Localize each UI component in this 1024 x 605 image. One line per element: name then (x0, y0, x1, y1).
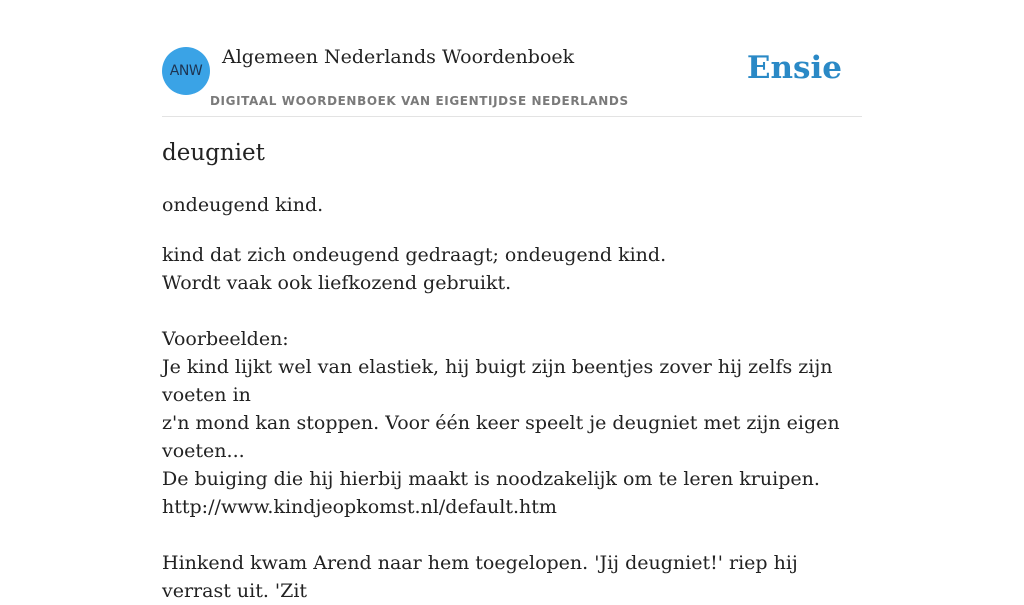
example-1-source: http://www.kindjeopkomst.nl/default.htm (162, 496, 557, 518)
example-1-line-2: z'n mond kan stoppen. Voor één keer speelt je deugniet met zijn eigen voeten... (162, 412, 840, 462)
headword: deugniet (162, 140, 265, 166)
source-subtitle: DIGITAAL WOORDENBOEK VAN EIGENTIJDSE NEDERLANDS (210, 94, 629, 108)
source-title[interactable]: Algemeen Nederlands Woordenboek (222, 46, 575, 68)
entry-body (162, 241, 862, 605)
page-container (162, 0, 862, 602)
logo-text: ANW (169, 63, 203, 79)
ensie-brand-link[interactable]: Ensie (746, 50, 842, 86)
examples-label: Voorbeelden: (162, 328, 289, 350)
anw-logo[interactable] (162, 47, 210, 95)
short-definition: ondeugend kind. (162, 194, 324, 216)
long-definition: kind dat zich ondeugend gedraagt; ondeugend kind. (162, 244, 667, 266)
header (162, 0, 862, 117)
example-2-line-1: Hinkend kwam Arend naar hem toegelopen. 'Jij deugniet!' riep hij verrast uit. 'Zit (162, 552, 798, 602)
example-1-line-3: De buiging die hij hierbij maakt is noodzakelijk om te leren kruipen. (162, 468, 820, 490)
usage-note: Wordt vaak ook liefkozend gebruikt. (162, 272, 512, 294)
example-1-line-1: Je kind lijkt wel van elastiek, hij buigt zijn beentjes zover hij zelfs zijn voeten in (162, 356, 833, 406)
